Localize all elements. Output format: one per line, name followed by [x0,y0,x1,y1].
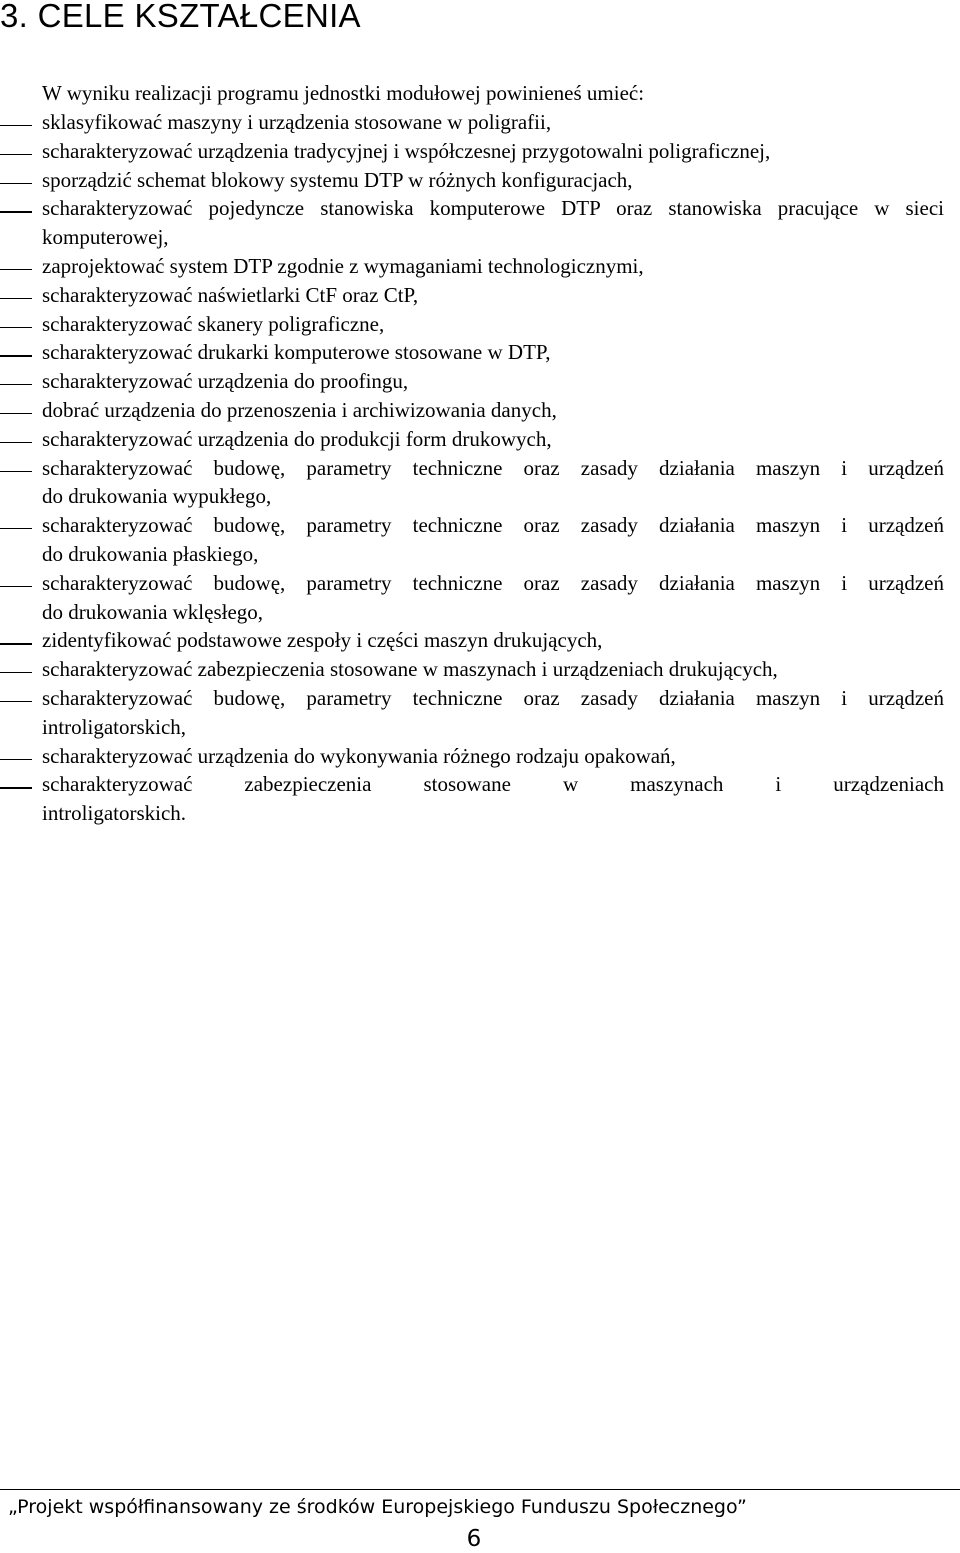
list-item [0,569,944,627]
dash-bullet-icon [0,413,32,414]
list-item-text: scharakteryzować budowę, parametry techniczne oraz zasady działania maszyn i urządzeń [42,513,944,538]
list-item-text: scharakteryzować budowę, parametry techniczne oraz zasady działania maszyn i urządzeń [42,455,944,480]
list-item [0,684,944,742]
list-item-continuation: do drukowania wklęsłego, [42,599,264,624]
section-heading: 3. CELE KSZTAŁCENIA [0,0,361,34]
list-item [0,396,944,425]
dash-bullet-icon [0,586,32,587]
intro-text: W wyniku realizacji programu jednostki modułowej powinieneś umieć: [42,81,645,105]
list-item-text: scharakteryzować urządzenia do produkcji form drukowych, [42,426,552,451]
list-item-text: zidentyfikować podstawowe zespoły i części maszyn drukujących, [42,628,603,653]
list-item [0,108,944,137]
list-item [0,166,944,195]
list-item-continuation: komputerowej, [42,225,169,250]
dash-bullet-icon [0,759,32,760]
list-item-text: scharakteryzować zabezpieczenia stosowane w maszynach i urządzeniach drukujących, [42,657,778,682]
list-item-continuation: introligatorskich, [42,714,187,739]
dash-bullet-icon [0,211,32,212]
dash-bullet-icon [0,355,32,356]
list-item [0,425,944,454]
list-item [0,655,944,684]
list-item-text: scharakteryzować naświetlarki CtF oraz CtP, [42,282,419,307]
dash-bullet-icon [0,183,32,184]
list-item [0,770,944,828]
dash-bullet-icon [0,384,32,385]
list-item-text: scharakteryzować urządzenia tradycyjnej i współczesnej przygotowalni poligraficznej, [42,138,771,163]
dash-bullet-icon [0,701,32,702]
list-item-continuation: do drukowania wypukłego, [42,484,272,509]
page-number: 6 [466,1526,482,1552]
list-item-text: scharakteryzować pojedyncze stanowiska komputerowe DTP oraz stanowiska pracujące w sieci [42,196,944,221]
objectives-list [0,108,960,828]
dash-bullet-icon [0,125,32,126]
list-item [0,310,944,339]
list-item-text: zaprojektować system DTP zgodnie z wymaganiami technologicznymi, [42,253,644,278]
footer-funding-text: „Projekt współfinansowany ze środków Europejskiego Funduszu Społecznego” [8,1496,747,1518]
dash-bullet-icon [0,327,32,328]
dash-bullet-icon [0,528,32,529]
list-item-text: scharakteryzować zabezpieczenia stosowane w maszynach i urządzeniach [42,772,944,797]
list-item-text: scharakteryzować skanery poligraficzne, [42,311,385,336]
list-item-text: sporządzić schemat blokowy systemu DTP w różnych konfiguracjach, [42,167,633,192]
dash-bullet-icon [0,269,32,270]
list-item-text: scharakteryzować drukarki komputerowe stosowane w DTP, [42,340,551,365]
list-item-continuation: do drukowania płaskiego, [42,541,259,566]
list-item [0,511,944,569]
list-item [0,281,944,310]
list-item [0,137,944,166]
footer-divider [0,1489,960,1490]
dash-bullet-icon [0,787,32,788]
list-item [0,252,944,281]
list-item-continuation: introligatorskich. [42,801,187,826]
list-item [0,454,944,512]
list-item-text: scharakteryzować urządzenia do proofingu, [42,369,409,394]
list-item [0,367,944,396]
list-item-text: scharakteryzować urządzenia do wykonywania różnego rodzaju opakowań, [42,743,676,768]
dash-bullet-icon [0,672,32,673]
list-item-text: scharakteryzować budowę, parametry techniczne oraz zasady działania maszyn i urządzeń [42,685,944,710]
list-item [0,194,944,252]
dash-bullet-icon [0,643,32,644]
dash-bullet-icon [0,442,32,443]
dash-bullet-icon [0,471,32,472]
list-item [0,626,944,655]
list-item-text: scharakteryzować budowę, parametry techniczne oraz zasady działania maszyn i urządzeń [42,570,944,595]
list-item-text: dobrać urządzenia do przenoszenia i archiwizowania danych, [42,397,557,422]
dash-bullet-icon [0,298,32,299]
dash-bullet-icon [0,154,32,155]
list-item [0,742,944,771]
list-item-text: sklasyfikować maszyny i urządzenia stosowane w poligrafii, [42,110,552,134]
list-item [0,338,944,367]
